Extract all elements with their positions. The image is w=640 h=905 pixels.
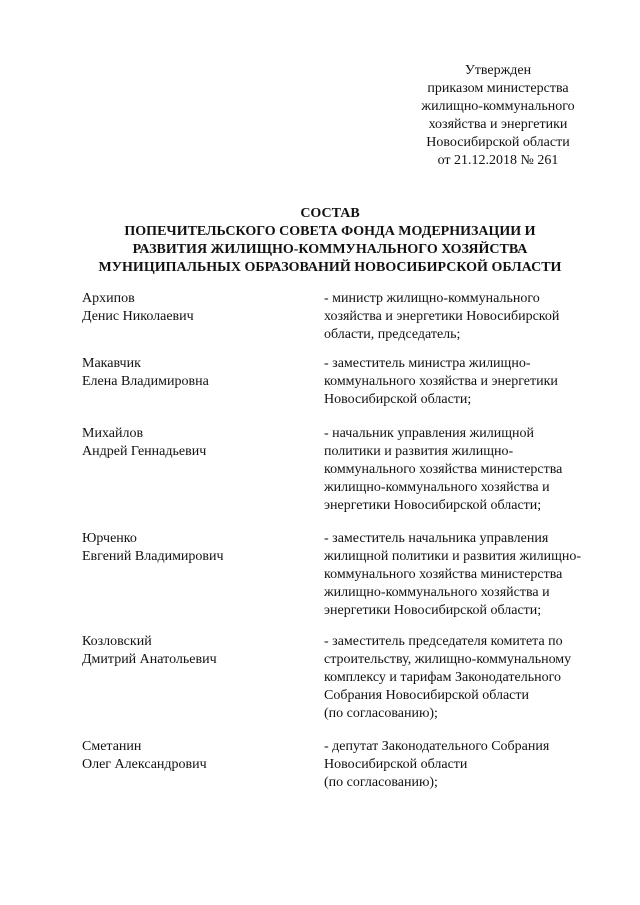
member-given-name: Дмитрий Анатольевич — [82, 652, 217, 667]
approval-line: жилищно-коммунального — [421, 99, 575, 114]
member-role: - депутат Законодательного Собрания Новосибирской области (по согласованию); — [324, 739, 550, 790]
title-line: МУНИЦИПАЛЬНЫХ ОБРАЗОВАНИЙ НОВОСИБИРСКОЙ ОБЛАСТИ — [98, 260, 562, 275]
member-surname: Макавчик — [82, 356, 141, 371]
title-line: ПОПЕЧИТЕЛЬСКОГО СОВЕТА ФОНДА МОДЕРНИЗАЦИИ И — [124, 224, 536, 239]
member-given-name: Елена Владимировна — [82, 374, 209, 389]
member-surname: Юрченко — [82, 531, 137, 546]
member-role: - министр жилищно-коммунального хозяйства и энергетики Новосибирской области, председатель; — [324, 291, 560, 342]
member-surname: Сметанин — [82, 739, 142, 754]
member-surname: Михайлов — [82, 426, 144, 441]
member-given-name: Олег Александрович — [82, 757, 207, 772]
member-given-name: Евгений Владимирович — [82, 549, 224, 564]
title-heading: СОСТАВ — [300, 206, 360, 221]
member-name — [82, 633, 312, 669]
member-surname: Архипов — [82, 291, 135, 306]
approval-line: хозяйства и энергетики — [428, 117, 568, 132]
member-role: - заместитель начальника управления жилищной политики и развития жилищно- коммунального хозяйства министерства жилищно-коммунального хозяйства и энергетики Новосибирской области; — [324, 531, 582, 618]
member-role: - заместитель председателя комитета по строительству, жилищно-коммунальному комплексу и тарифам Законодательного Собрания Новосибирской области (по согласованию); — [324, 634, 572, 721]
member-role: - заместитель министра жилищно- коммунального хозяйства и энергетики Новосибирской области; — [324, 356, 558, 407]
title-line: РАЗВИТИЯ ЖИЛИЩНО-КОММУНАЛЬНОГО ХОЗЯЙСТВА — [132, 242, 528, 257]
approval-date-number: от 21.12.2018 № 261 — [437, 153, 559, 168]
member-name — [82, 290, 312, 326]
member-name — [82, 738, 312, 774]
approval-line: Утвержден — [464, 63, 532, 78]
approval-line: приказом министерства — [427, 81, 569, 96]
member-given-name: Денис Николаевич — [82, 309, 194, 324]
member-role: - начальник управления жилищной политики и развития жилищно- коммунального хозяйства министерства жилищно-коммунального хозяйства и энергетики Новосибирской области; — [324, 426, 563, 513]
member-surname: Козловский — [82, 634, 152, 649]
document-title — [60, 205, 600, 277]
approval-line: Новосибирской области — [426, 135, 570, 150]
member-name — [82, 530, 312, 566]
member-given-name: Андрей Геннадьевич — [82, 444, 207, 459]
member-name — [82, 425, 312, 461]
member-name — [82, 355, 312, 391]
approval-stamp — [380, 62, 616, 170]
